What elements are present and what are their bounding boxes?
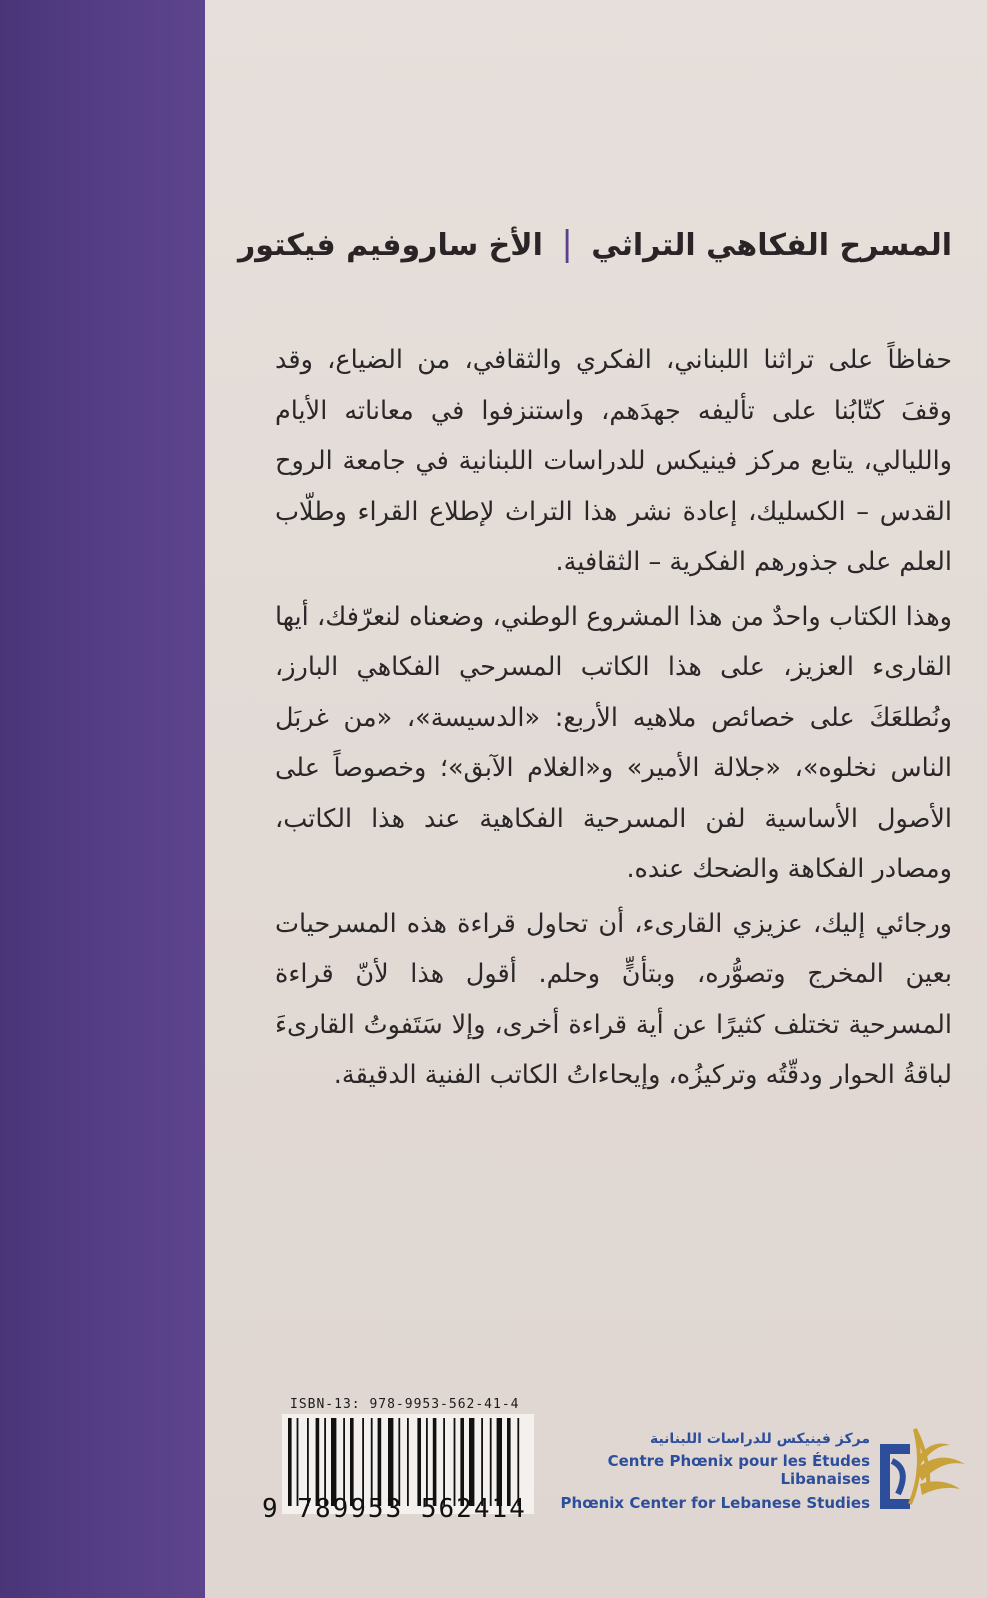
barcode-bar (316, 1418, 320, 1506)
barcode-bar (297, 1418, 299, 1506)
barcode-bar (407, 1418, 409, 1506)
barcode-bar (507, 1418, 511, 1506)
barcode-bar (497, 1418, 502, 1506)
author-name: الأخ ساروفيم فيكتور (238, 228, 543, 263)
barcode-bar (426, 1418, 428, 1506)
barcode-bar (460, 1418, 464, 1506)
barcode-bar (454, 1418, 456, 1506)
blurb-paragraph: ورجائي إليك، عزيزي القارىء، أن تحاول قراءة هذه المسرحيات بعين المخرج وتصوُّره، وبتأنٍّ وحلم. أقول هذا لأنّ قراءة المسرحية تختلف كثيرًا عن أية قراءة أخرى، وإلا سَتَفوتُ القارىءَ لباقةُ الحوار ودقّتُه وتركيزُه، وإيحاءاتُ الكاتب الفنية الدقيقة. (275, 908, 952, 1090)
barcode-bar (490, 1418, 492, 1506)
barcode-bar (481, 1418, 483, 1506)
isbn-label: ISBN-13: 978-9953-562-41-4 (290, 1397, 520, 1412)
barcode-bar (469, 1418, 474, 1506)
barcode-bar (388, 1418, 393, 1506)
barcode-bar (378, 1418, 382, 1506)
barcode-digits: 9 789953 562414 (262, 1494, 527, 1524)
title-line (238, 224, 952, 264)
publisher-name-ar: مركز فينيكس للدراسات اللبنانية (649, 1431, 870, 1447)
barcode-bar (343, 1418, 345, 1506)
blurb-paragraph: وهذا الكتاب واحدٌ من هذا المشروع الوطني، وضعناه لنعرّفك، أيها القارىء العزيز، على هذا الكاتب المسرحي الفكاهي البارز، ونُطلعَكَ على خصائص ملاهيه الأربع: «الدسيسة»، «من غربَل الناس نخلوه»، «جلالة الأمير» و«الغلام الآبق»؛ وخصوصاً على الأصول الأساسية لفن المسرحية الفكاهية عند هذا الكاتب، ومصادر الفكاهة والضحك عنده. (275, 601, 952, 884)
barcode-bar (433, 1418, 437, 1506)
barcode-bar (517, 1418, 519, 1506)
book-spine (0, 0, 205, 1598)
blurb-paragraph: حفاظاً على تراثنا اللبناني، الفكري والثقافي، من الضياع، وقد وقفَ كتّابُنا على تأليفه جهدَهم، واستنزفوا في معاناته الأيام والليالي، يتابع مركز فينيكس للدراسات اللبنانية في جامعة الروح القدس – الكسليك، إعادة نشر هذا التراث لإطلاع القراء وطلّاب العلم على جذورهم الفكرية – الثقافية. (275, 345, 952, 577)
publisher-name-en: Phœnix Center for Lebanese Studies (560, 1494, 870, 1512)
title-separator: | (561, 224, 573, 264)
barcode-bar (371, 1418, 373, 1506)
barcode-bar (324, 1418, 326, 1506)
barcode-bar (398, 1418, 400, 1506)
barcode-bar (417, 1418, 421, 1506)
barcode-bar (288, 1418, 292, 1506)
barcode-bar (331, 1418, 336, 1506)
barcode-bar (443, 1418, 445, 1506)
blurb-text (275, 335, 952, 1101)
barcode-bar (307, 1418, 309, 1506)
publisher-block (520, 1431, 870, 1512)
publisher-name-fr: Centre Phœnix pour les Études Libanaises (607, 1452, 870, 1488)
barcode-bar (362, 1418, 364, 1506)
barcode-bar (350, 1418, 354, 1506)
book-title: المسرح الفكاهي التراثي (591, 228, 952, 263)
phoenix-logo-icon (870, 1409, 970, 1519)
